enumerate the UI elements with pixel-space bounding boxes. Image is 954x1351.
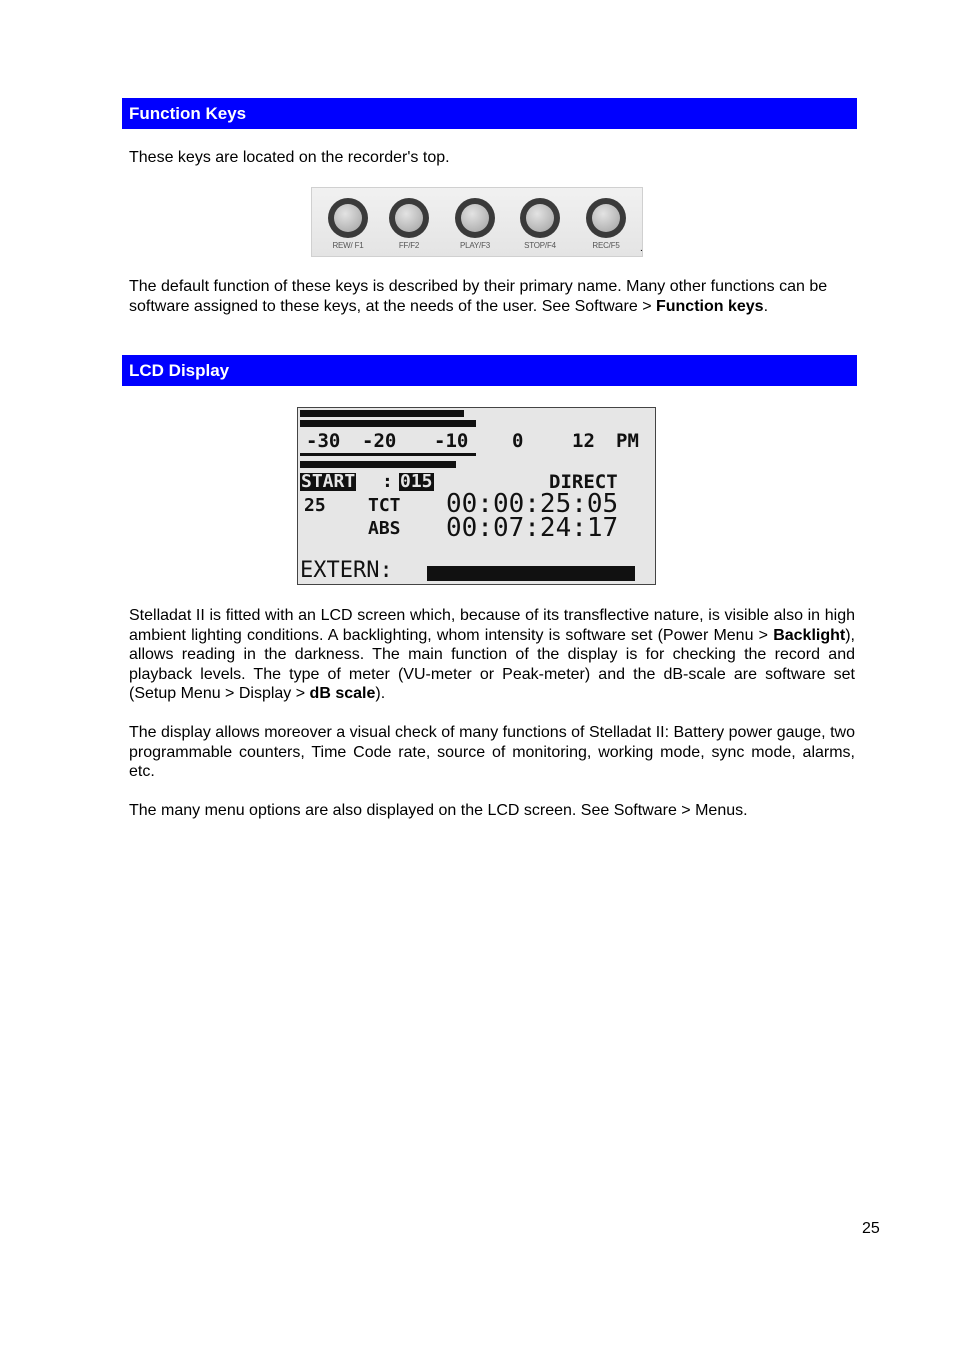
lcd-description-1 bbox=[129, 606, 855, 704]
lcd-start-label: START bbox=[301, 471, 356, 492]
lcd-abs-value: 00:07:24:17 bbox=[446, 513, 619, 543]
function-keys-intro: These keys are located on the recorder's top. bbox=[129, 149, 450, 166]
page-number: 25 bbox=[862, 1220, 880, 1237]
level-meter-bar-3 bbox=[300, 453, 476, 456]
key-label-stop: STOP/F4 bbox=[524, 241, 556, 250]
rec-key-icon bbox=[586, 198, 626, 238]
lcd-abs-label: ABS bbox=[368, 518, 401, 539]
lcd-sync-label: EXTERN: bbox=[300, 558, 393, 583]
lcd-tc-label: TCT bbox=[368, 495, 401, 516]
function-keys-text-end: . bbox=[763, 297, 769, 315]
lcd-rate: 25 bbox=[304, 495, 326, 516]
level-meter-bar-4 bbox=[300, 461, 456, 468]
section-heading-function-keys: Function Keys bbox=[122, 98, 857, 129]
lcd-sync-gauge bbox=[427, 566, 635, 581]
rew-key-icon bbox=[328, 198, 368, 238]
section-heading-lcd-display: LCD Display bbox=[122, 355, 857, 386]
lcd-p1-text-c: ), allows reading in the darkness. The main function of the display is for checking the record and playback levels. The type of meter (VU-meter or Peak-meter) and the dB-scale are software set (Setup Menu > Display > bbox=[129, 626, 855, 702]
stop-key-icon bbox=[520, 198, 560, 238]
lcd-scale-0: 0 bbox=[512, 430, 524, 452]
key-label-ff: FF/F2 bbox=[398, 241, 420, 250]
lcd-scale-m20: -20 bbox=[362, 430, 397, 452]
lcd-description-3: The many menu options are also displayed on the LCD screen. See Software > Menus. bbox=[129, 802, 748, 819]
ff-key-icon bbox=[389, 198, 429, 238]
lcd-p1-text-e: ). bbox=[375, 685, 386, 702]
function-keys-description bbox=[129, 277, 869, 316]
lcd-p1-bold-dbscale: dB scale bbox=[309, 685, 376, 702]
lcd-p1-text-a: Stelladat II is fitted with an LCD screen which, because of its transflective nature, is visible also in high ambient lighting conditions. A backlighting, whom intensity is software set (Power Menu > bbox=[129, 607, 855, 644]
key-label-rew: REW/ F1 bbox=[332, 241, 364, 250]
lcd-p1-bold-backlight: Backlight bbox=[773, 626, 846, 644]
function-keys-image bbox=[311, 187, 643, 257]
function-keys-link-bold: Function keys bbox=[655, 297, 764, 315]
level-meter-bar-2 bbox=[300, 420, 476, 427]
function-keys-text: The default function of these keys is described by their primary name. Many other functions can be software assigned to these keys, at the needs of the user. See Software > bbox=[129, 278, 828, 315]
lcd-display-image bbox=[297, 407, 656, 585]
image-trailing-dot: . bbox=[640, 243, 643, 254]
lcd-description-2: The display allows moreover a visual check of many functions of Stelladat II: Battery power gauge, two programmable counters, Time Code rate, source of monitoring, working mode, sync mode, alarms, etc. bbox=[129, 724, 855, 780]
lcd-tc-value: 00:00:25:05 bbox=[446, 489, 619, 519]
lcd-scale-m10: -10 bbox=[434, 430, 469, 452]
key-label-play: PLAY/F3 bbox=[459, 241, 491, 250]
play-key-icon bbox=[455, 198, 495, 238]
lcd-scale-pm: PM bbox=[616, 430, 639, 452]
lcd-mode: DIRECT bbox=[549, 471, 618, 493]
key-label-rec: REC/F5 bbox=[592, 241, 620, 250]
level-meter-bar-1 bbox=[300, 410, 464, 417]
lcd-start-colon: : bbox=[382, 471, 393, 492]
lcd-scale-12: 12 bbox=[572, 430, 595, 452]
lcd-scale-m30: -30 bbox=[306, 430, 341, 452]
lcd-start-value: 015 bbox=[400, 471, 433, 492]
